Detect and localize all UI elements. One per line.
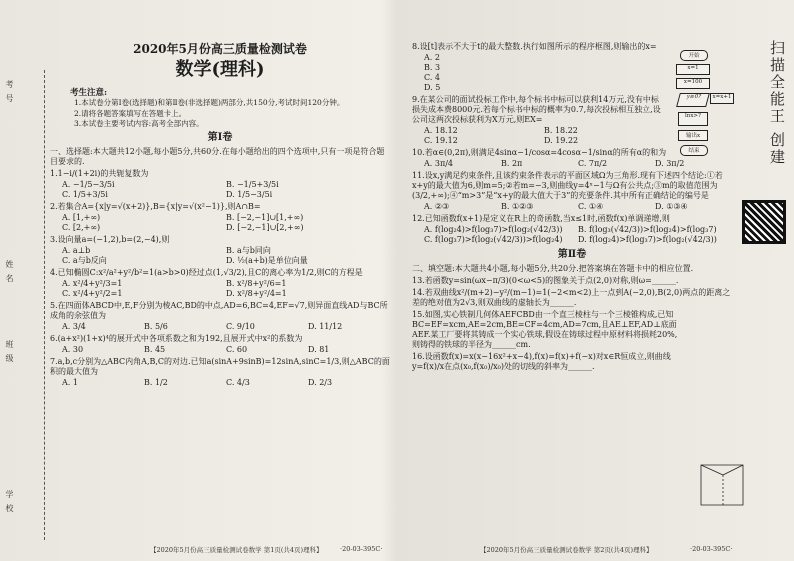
question-15: 15.如图,实心铁制几何体AEFCBD由一个直三棱柱与一个三棱锥构成,已知BC=EF=xcm,AE=2cm,BE=CF=4cm,AD=7cm,且AE⊥EF,AD⊥底面AEF.某工厂要将其铸成一个实心铁球,假设在铸球过程中原材料将损耗20%,则铸得的铁球的半径为______cm.	[412, 309, 678, 349]
option: B. f(log₃(√42/3))>f(log₂4)>f(log₃7)	[578, 225, 717, 234]
option: B. a与b同向	[226, 245, 271, 255]
footer-right: 【2020年5月份高三质量检测试卷数学 第2页(共4页)理科】	[480, 546, 653, 554]
option: B. −1/5+3/5i	[226, 179, 279, 189]
question-11: 11.设x,y满足约束条件,且该约束条件表示的平面区域Ω为三角形.现有下述四个结论:①若x+y的最大值为6,则m=5;②若m=−3,则曲线y=4ˣ−1与Ω有公共点;③m的取值范围为(3/2,+∞);④“m>3”是“x+y的最大值大于3”的充要条件.其中所有正确结论的编号是	[412, 171, 723, 200]
option: C. f(log₃7)>f(log₂(√42/3))>f(log₂4)	[424, 235, 563, 244]
option: D. 1/5−3/5i	[226, 189, 273, 199]
option: D. 2/3	[308, 377, 333, 387]
question-12-options	[424, 225, 732, 245]
question-3-options	[62, 246, 390, 266]
option: D. [−2,−1]∪[2,+∞)	[226, 222, 304, 232]
question-14: 14.若双曲线x²/(m+2)−y²/(m−1)=1(−2<m<2)上一点到A(−2,0),B(2,0)两点的距离之差的绝对值为2√3,则双曲线的虚轴长为______.	[412, 287, 731, 307]
part2-intro: 二、填空题:本大题共4小题,每小题5分,共20分.把答案填在答题卡中的相应位置.	[412, 263, 694, 273]
question-11-options	[424, 202, 732, 212]
binding-label-school: 学校	[5, 490, 14, 518]
option: C. 60	[226, 344, 248, 354]
option: D. 81	[308, 344, 330, 354]
option: B. x²/8+y²/6=1	[226, 278, 287, 288]
flow-condition: y≥0?	[676, 93, 710, 107]
option: C. [2,+∞)	[62, 222, 101, 232]
option: B. ①②③	[501, 202, 534, 211]
option: A. f(log₂4)>f(log₃7)>f(log₂(√42/3))	[424, 225, 563, 234]
question-7-options	[62, 378, 390, 388]
option: B. 45	[144, 344, 166, 354]
option: D. ①③④	[655, 202, 688, 211]
question-12: 12.已知函数f(x+1)是定义在R上的奇函数,当x≤1时,函数f(x)单调递增,则	[412, 214, 670, 223]
question-4-options	[62, 279, 390, 299]
option: D. 3π/2	[655, 159, 685, 168]
part1-title: 第Ⅰ卷	[207, 132, 233, 144]
footer-right-code: ·20-03-395C·	[690, 545, 733, 553]
page-left	[50, 40, 390, 388]
question-3: 3.设向量a=(−1,2),b=(2,−4),则	[50, 234, 170, 244]
notice-1: 1.本试卷分第Ⅰ卷(选择题)和第Ⅱ卷(非选择题)两部分,共150分,考试时间120分钟。	[74, 98, 345, 108]
question-6: 6.(a+x²)(1+x)⁴的展开式中各项系数之和为192,且展开式中x²的系数为	[50, 333, 303, 343]
option: D. 11/12	[308, 321, 343, 331]
notice-2: 2.请将各题答案填写在答题卡上。	[74, 108, 187, 118]
option: C. 7π/2	[578, 159, 608, 168]
option: B. 5/6	[144, 321, 168, 331]
option: A. x²/4+y²/3=1	[62, 278, 123, 288]
solid-figure	[693, 455, 753, 515]
question-10-options	[424, 159, 732, 169]
notice-block	[50, 88, 390, 129]
option: D. x²/8+y²/4=1	[226, 288, 287, 298]
option: C. ①④	[578, 202, 604, 211]
footer-left: 【2020年5月份高三质量检测试卷数学 第1页(共4页)理科】	[150, 546, 323, 554]
flowchart	[670, 50, 732, 160]
option: A. ②③	[424, 202, 450, 211]
question-13: 13.若函数y=sin(ωx−π/3)(0<ω<5)的图象关于点(2,0)对称,则ω=______.	[412, 275, 679, 285]
option: B. [−2,−1]∪[1,+∞)	[226, 212, 304, 222]
option: C. 4/3	[226, 377, 250, 387]
binding-label-class: 班级	[5, 340, 14, 368]
flow-check: lnx>?	[678, 112, 708, 126]
question-8: 8.设[t]表示不大于t的最大整数.执行如图所示的程序框图,则输出的x=	[412, 42, 657, 51]
option: B. 3	[424, 63, 441, 72]
option: D. f(log₂4)>f(log₃7)>f(log₂(√42/3))	[578, 235, 717, 244]
question-10: 10.若α∈(0,2π),则满足4sinα−1/cosα=4cosα−1/sinα的所有α的和为	[412, 148, 667, 157]
flow-output: 输出x	[678, 130, 708, 141]
question-2-options	[62, 213, 390, 233]
question-7: 7.a,b,c分别为△ABC内角A,B,C的对边.已知a(sinA+9sinB)=12sinA,sinC=1/3,则△ABC的面积的最大值为	[50, 356, 390, 376]
question-6-options	[62, 345, 390, 355]
option: B. 2π	[501, 159, 523, 168]
option: C. 1/5+3/5i	[62, 189, 108, 199]
option: D. ½(a+b)是单位向量	[226, 255, 308, 265]
part2-title: 第Ⅱ卷	[557, 249, 587, 260]
option: C. 19.12	[424, 136, 458, 145]
option: A. 2	[424, 53, 440, 62]
footer-left-code: ·20-03-395C·	[340, 545, 383, 553]
flow-end: 结束	[680, 145, 708, 156]
option: A. 30	[62, 344, 84, 354]
option: D. 19.22	[544, 136, 579, 145]
question-5-options	[62, 322, 390, 332]
question-16: 16.设函数f(x)=x(x−16x²+x−4),f(x)=f(x)+f(−x)对x∈R恒成立,则曲线y=f(x)/x在点(x₀,f(x₀)/x₀)处的切线的斜率为______.	[412, 351, 671, 371]
flow-start: 开始	[680, 50, 708, 61]
option: D. 5	[424, 83, 441, 92]
part1-intro: 一、选择题:本大题共12小题,每小题5分,共60分.在每小题给出的四个选项中,只有一项是符合题目要求的.	[50, 146, 385, 166]
binding-label-kaohao: 考号	[5, 80, 14, 108]
flow-increment: x=x+1	[710, 93, 734, 104]
question-9: 9.在某公司的面试投标工作中,每个标书中标可以获利14万元,没有中标损失成本费8000元.若每个标书中标的概率为0.7,每次投标相互独立,设公司这两次投标获利为X万元,则EX=	[412, 95, 661, 124]
flow-init: x=1	[676, 64, 710, 75]
option: C. x²/4+y²/2=1	[62, 288, 123, 298]
question-4: 4.已知椭圆C:x²/a²+y²/b²=1(a>b>0)经过点(1,√3/2),且C的离心率为1/2,则C的方程是	[50, 267, 363, 277]
binding-margin	[0, 70, 45, 540]
option: C. 9/10	[226, 321, 255, 331]
question-2: 2.若集合A={x|y=√(x+2)},B={x|y=√(x²−1)},则A∩B=	[50, 201, 261, 211]
option: A. 18.12	[424, 126, 458, 135]
question-1: 1.1−i/(1+2i)的共轭复数为	[50, 168, 149, 178]
option: A. [1,+∞)	[62, 212, 101, 222]
option: A. 3/4	[62, 321, 86, 331]
option: A. −1/5−3/5i	[62, 179, 115, 189]
option: A. 1	[62, 377, 78, 387]
question-5: 5.在四面体ABCD中,E,F分别为棱AC,BD的中点,AD=6,BC=4,EF=√7,则异面直线AD与BC所成角的余弦值为	[50, 300, 388, 320]
scanner-watermark: 扫描全能王 创建	[768, 40, 786, 166]
option: A. a⊥b	[62, 245, 91, 255]
option: C. 4	[424, 73, 441, 82]
option: B. 1/2	[144, 377, 168, 387]
exam-subject: 数学(理科)	[175, 59, 265, 80]
notice-3: 3.本试卷主要考试内容:高考全部内容。	[74, 118, 204, 128]
exam-title: 2020年5月份高三质量检测试卷	[133, 42, 307, 56]
question-9-options	[424, 126, 664, 146]
question-1-options	[62, 180, 390, 200]
option: B. 18.22	[544, 126, 578, 135]
binding-label-name: 姓名	[5, 260, 14, 288]
flow-assign: x=100	[676, 78, 710, 89]
option: C. a与b反向	[62, 255, 107, 265]
notice-heading: 考生注意:	[70, 87, 108, 98]
option: A. 3π/4	[424, 159, 453, 168]
qr-code-icon	[742, 200, 786, 244]
